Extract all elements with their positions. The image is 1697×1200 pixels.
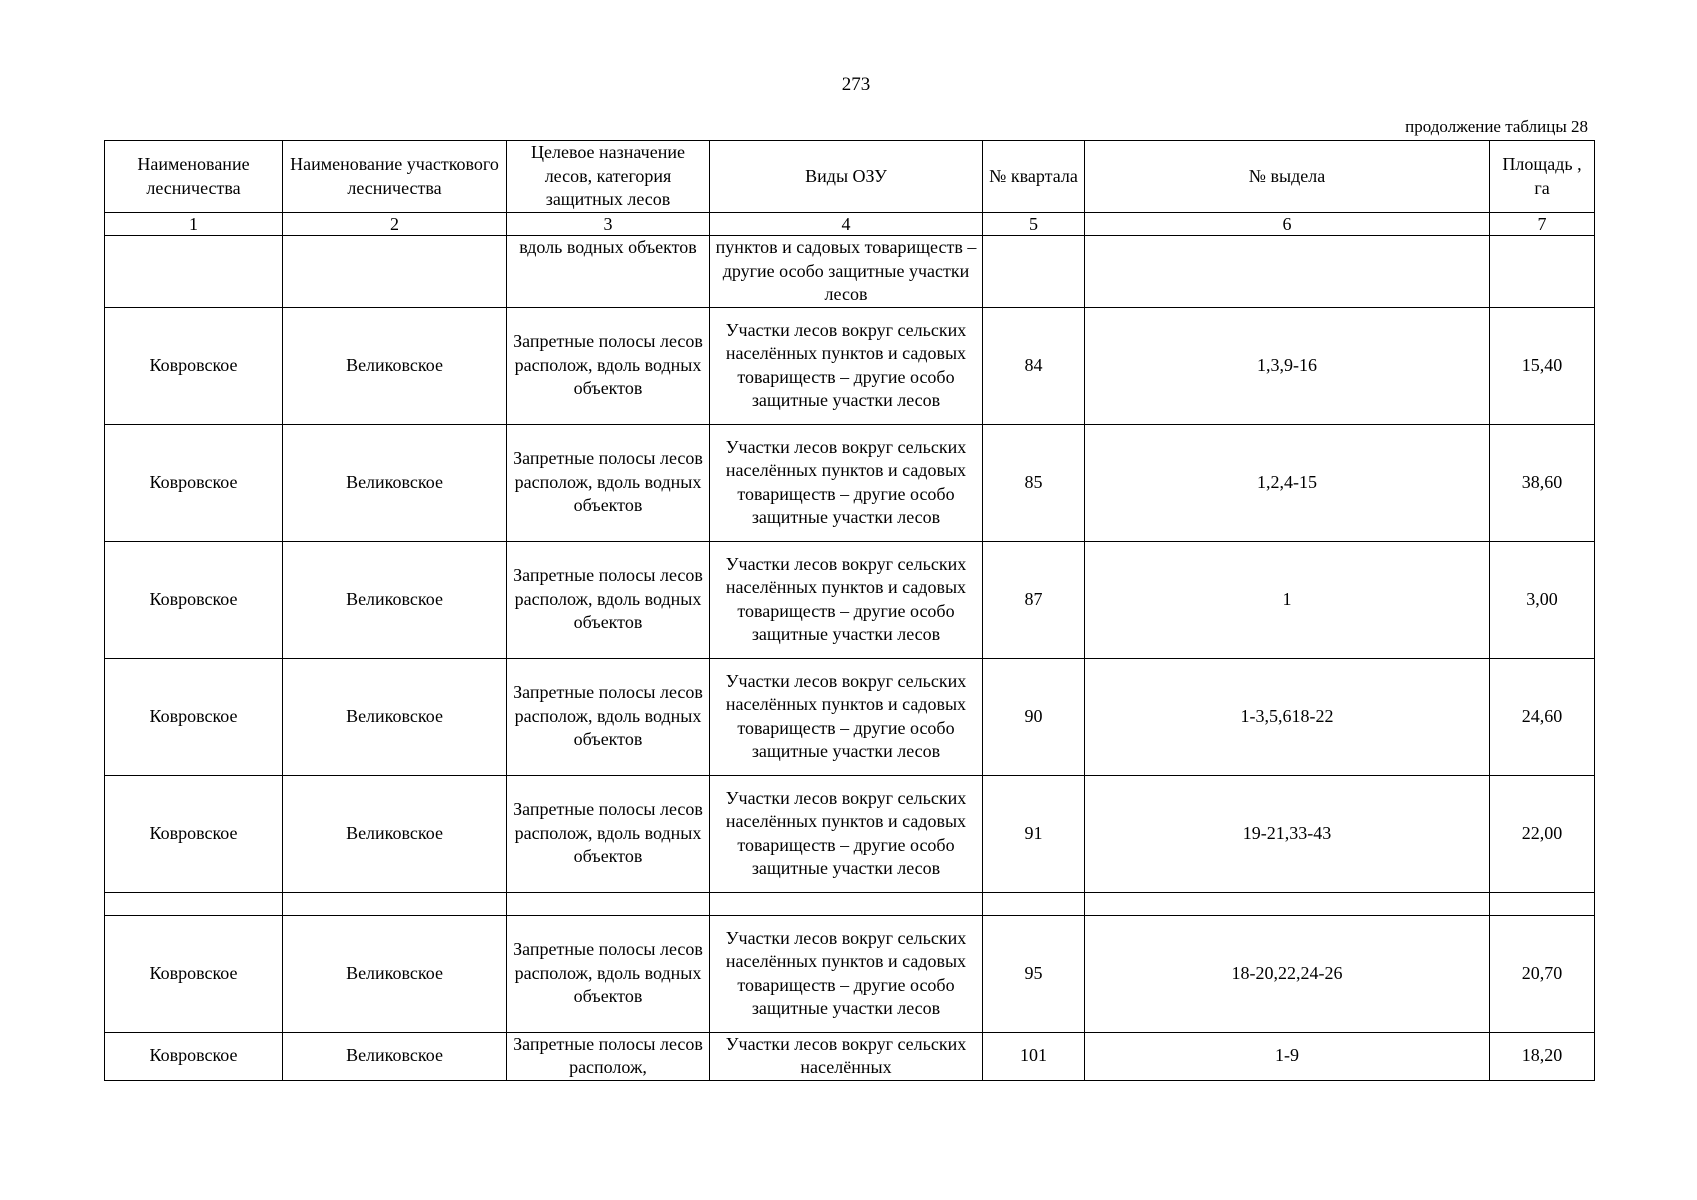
area-cell: [1490, 892, 1595, 915]
forestry-cell: Ковровское: [105, 658, 283, 775]
ozu-type-cell: Участки лесов вокруг сельских населённых пунктов и садовых товариществ – другие особо защитные участки лесов: [710, 658, 983, 775]
header-area: Площадь , га: [1490, 141, 1595, 213]
table-row: [105, 915, 1595, 1032]
ozu-type-cell: Участки лесов вокруг сельских населённых: [710, 1032, 983, 1080]
column-number: 6: [1085, 213, 1490, 236]
table-row: [105, 775, 1595, 892]
quarter-cell: 91: [983, 775, 1085, 892]
forestry-cell: Ковровское: [105, 424, 283, 541]
table-row: [105, 541, 1595, 658]
forestry-cell: [105, 236, 283, 308]
header-quarter-number: № квартала: [983, 141, 1085, 213]
quarter-cell: 84: [983, 307, 1085, 424]
section-cell: [1085, 236, 1490, 308]
area-cell: 24,60: [1490, 658, 1595, 775]
area-cell: 18,20: [1490, 1032, 1595, 1080]
section-cell: 18-20,22,24-26: [1085, 915, 1490, 1032]
column-number-row: [105, 213, 1595, 236]
district-forestry-cell: [283, 236, 507, 308]
section-cell: 19-21,33-43: [1085, 775, 1490, 892]
district-forestry-cell: Великовское: [283, 1032, 507, 1080]
quarter-cell: 85: [983, 424, 1085, 541]
forestry-cell: [105, 892, 283, 915]
column-number: 4: [710, 213, 983, 236]
column-number: 1: [105, 213, 283, 236]
forest-purpose-cell: Запретные полосы лесов располож, вдоль водных объектов: [507, 915, 710, 1032]
column-number: 2: [283, 213, 507, 236]
forestry-cell: Ковровское: [105, 1032, 283, 1080]
section-cell: 1,2,4-15: [1085, 424, 1490, 541]
table-row: [105, 424, 1595, 541]
table-row: [105, 236, 1595, 308]
forestry-cell: Ковровское: [105, 307, 283, 424]
ozu-type-cell: [710, 892, 983, 915]
forest-purpose-cell: Запретные полосы лесов располож, вдоль водных объектов: [507, 424, 710, 541]
area-cell: 20,70: [1490, 915, 1595, 1032]
district-forestry-cell: Великовское: [283, 915, 507, 1032]
quarter-cell: [983, 892, 1085, 915]
table-row: [105, 307, 1595, 424]
forest-plots-table: [104, 140, 1595, 1081]
quarter-cell: [983, 236, 1085, 308]
header-forest-purpose: Целевое назначение лесов, категория защитных лесов: [507, 141, 710, 213]
district-forestry-cell: Великовское: [283, 775, 507, 892]
area-cell: 15,40: [1490, 307, 1595, 424]
area-cell: 38,60: [1490, 424, 1595, 541]
table-header-row: [105, 141, 1595, 213]
forest-purpose-cell: Запретные полосы лесов располож,: [507, 1032, 710, 1080]
section-cell: 1-3,5,618-22: [1085, 658, 1490, 775]
ozu-type-cell: Участки лесов вокруг сельских населённых пунктов и садовых товариществ – другие особо защитные участки лесов: [710, 915, 983, 1032]
forest-purpose-cell: [507, 892, 710, 915]
page-number: 273: [841, 74, 871, 95]
column-number: 7: [1490, 213, 1595, 236]
quarter-cell: 101: [983, 1032, 1085, 1080]
area-cell: [1490, 236, 1595, 308]
forestry-cell: Ковровское: [105, 775, 283, 892]
forest-purpose-cell: Запретные полосы лесов располож, вдоль водных объектов: [507, 307, 710, 424]
area-cell: 3,00: [1490, 541, 1595, 658]
district-forestry-cell: Великовское: [283, 541, 507, 658]
ozu-type-cell: пунктов и садовых товариществ – другие особо защитные участки лесов: [710, 236, 983, 308]
table-row: [105, 1032, 1595, 1080]
forest-purpose-cell: Запретные полосы лесов располож, вдоль водных объектов: [507, 541, 710, 658]
district-forestry-cell: Великовское: [283, 658, 507, 775]
district-forestry-cell: Великовское: [283, 424, 507, 541]
ozu-type-cell: Участки лесов вокруг сельских населённых пунктов и садовых товариществ – другие особо защитные участки лесов: [710, 775, 983, 892]
section-cell: [1085, 892, 1490, 915]
district-forestry-cell: [283, 892, 507, 915]
column-number: 5: [983, 213, 1085, 236]
forestry-cell: Ковровское: [105, 915, 283, 1032]
table-continuation-caption: продолжение таблицы 28: [1405, 117, 1588, 136]
table-row-empty: [105, 892, 1595, 915]
section-cell: 1: [1085, 541, 1490, 658]
forestry-cell: Ковровское: [105, 541, 283, 658]
header-section-number: № выдела: [1085, 141, 1490, 213]
area-cell: 22,00: [1490, 775, 1595, 892]
forest-purpose-cell: Запретные полосы лесов располож, вдоль водных объектов: [507, 775, 710, 892]
column-number: 3: [507, 213, 710, 236]
forest-purpose-cell: Запретные полосы лесов располож, вдоль водных объектов: [507, 658, 710, 775]
header-forestry-name: Наименование лесничества: [105, 141, 283, 213]
ozu-type-cell: Участки лесов вокруг сельских населённых пунктов и садовых товариществ – другие особо защитные участки лесов: [710, 541, 983, 658]
section-cell: 1,3,9-16: [1085, 307, 1490, 424]
section-cell: 1-9: [1085, 1032, 1490, 1080]
header-ozu-types: Виды ОЗУ: [710, 141, 983, 213]
header-district-forestry-name: Наименование участкового лесничества: [283, 141, 507, 213]
ozu-type-cell: Участки лесов вокруг сельских населённых пунктов и садовых товариществ – другие особо защитные участки лесов: [710, 307, 983, 424]
district-forestry-cell: Великовское: [283, 307, 507, 424]
ozu-type-cell: Участки лесов вокруг сельских населённых пунктов и садовых товариществ – другие особо защитные участки лесов: [710, 424, 983, 541]
forest-purpose-cell: вдоль водных объектов: [507, 236, 710, 308]
quarter-cell: 95: [983, 915, 1085, 1032]
quarter-cell: 90: [983, 658, 1085, 775]
table-row: [105, 658, 1595, 775]
quarter-cell: 87: [983, 541, 1085, 658]
